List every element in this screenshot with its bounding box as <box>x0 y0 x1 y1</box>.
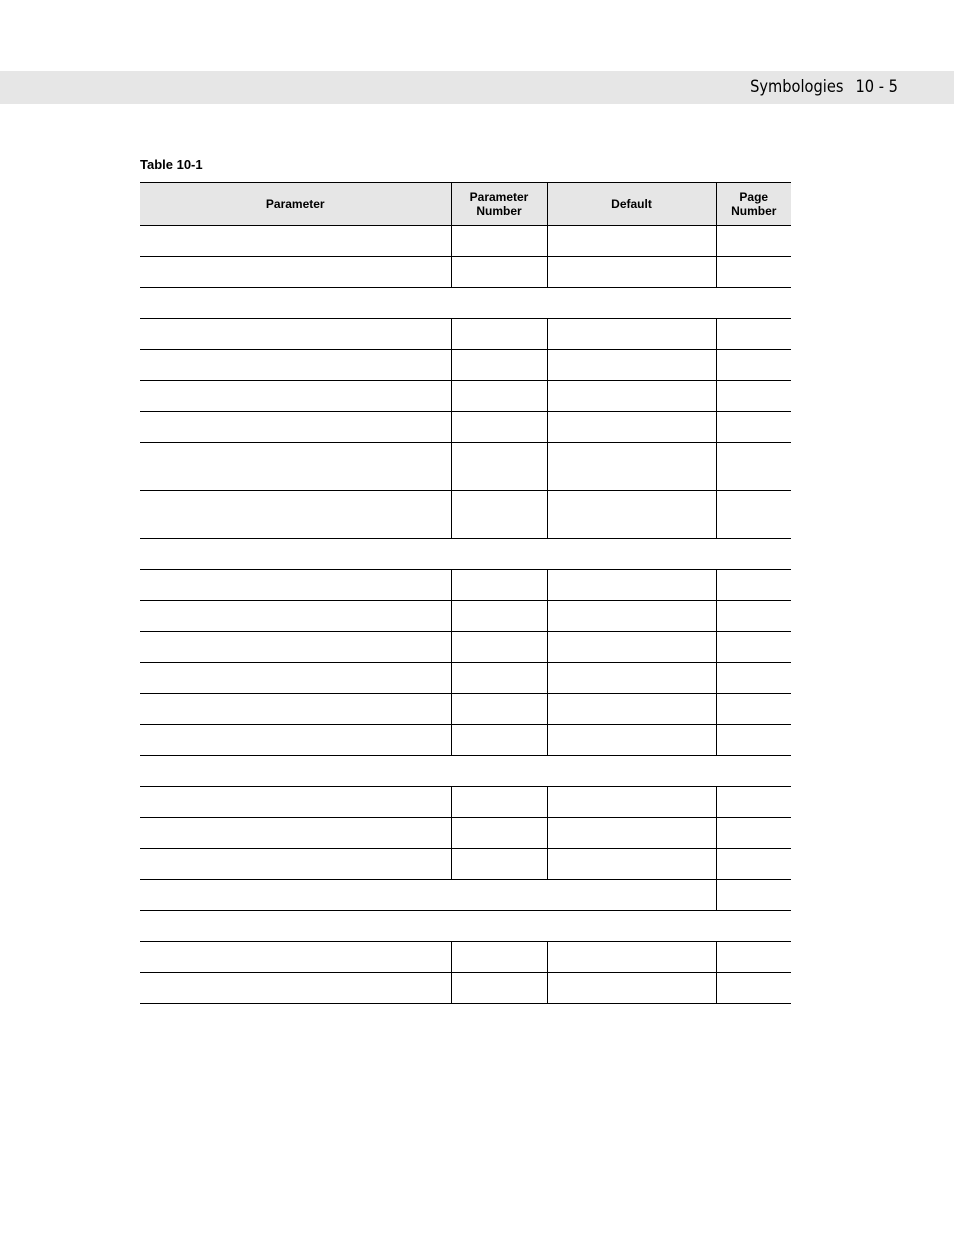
default-cell <box>547 942 716 973</box>
default-cell <box>547 257 716 288</box>
page-number-cell <box>716 491 791 539</box>
parameter-number-cell <box>451 319 547 350</box>
table-row <box>140 725 791 756</box>
parameter-cell <box>140 412 451 443</box>
merged-cell <box>140 880 716 911</box>
page-number-cell <box>716 818 791 849</box>
table-row <box>140 350 791 381</box>
table-row <box>140 632 791 663</box>
col-header-page-number: Page Number <box>716 183 791 226</box>
parameter-cell <box>140 787 451 818</box>
page-number-cell <box>716 973 791 1004</box>
table-row <box>140 818 791 849</box>
table-caption: Table 10-1 <box>140 157 203 172</box>
parameter-number-cell <box>451 725 547 756</box>
parameter-cell <box>140 818 451 849</box>
parameter-number-cell <box>451 787 547 818</box>
table-group-row <box>140 288 791 319</box>
table-group-row <box>140 911 791 942</box>
default-cell <box>547 818 716 849</box>
col-header-parameter-number: Parameter Number <box>451 183 547 226</box>
parameter-number-cell <box>451 973 547 1004</box>
default-cell <box>547 319 716 350</box>
group-cell <box>140 288 791 319</box>
table-row <box>140 412 791 443</box>
table-row <box>140 491 791 539</box>
parameter-cell <box>140 601 451 632</box>
default-cell <box>547 412 716 443</box>
parameter-number-cell <box>451 412 547 443</box>
default-cell <box>547 694 716 725</box>
parameter-cell <box>140 350 451 381</box>
page-number-cell <box>716 849 791 880</box>
col-header-default: Default <box>547 183 716 226</box>
running-header <box>0 71 954 104</box>
table-group-row <box>140 756 791 787</box>
parameter-number-cell <box>451 632 547 663</box>
default-cell <box>547 632 716 663</box>
parameter-number-cell <box>451 257 547 288</box>
table-row <box>140 381 791 412</box>
parameter-number-cell <box>451 849 547 880</box>
table-row <box>140 973 791 1004</box>
parameter-cell <box>140 319 451 350</box>
table-header-row <box>140 183 791 226</box>
page-number: 10 - 5 <box>855 77 898 97</box>
default-cell <box>547 725 716 756</box>
table-row <box>140 570 791 601</box>
group-cell <box>140 756 791 787</box>
parameter-number-cell <box>451 443 547 491</box>
parameter-number-cell <box>451 942 547 973</box>
parameter-cell <box>140 849 451 880</box>
page-number-cell <box>716 443 791 491</box>
default-cell <box>547 849 716 880</box>
page-number-cell <box>716 601 791 632</box>
page-number-cell <box>716 787 791 818</box>
default-cell <box>547 226 716 257</box>
table-group-row <box>140 539 791 570</box>
default-cell <box>547 601 716 632</box>
page-number-cell <box>716 381 791 412</box>
parameter-cell <box>140 226 451 257</box>
page-number-cell <box>716 350 791 381</box>
page-number-cell <box>716 226 791 257</box>
header-text <box>750 71 898 104</box>
page-number-cell <box>716 880 791 911</box>
group-cell <box>140 539 791 570</box>
default-cell <box>547 973 716 1004</box>
parameter-number-cell <box>451 570 547 601</box>
parameter-cell <box>140 491 451 539</box>
page-number-cell <box>716 694 791 725</box>
default-cell <box>547 443 716 491</box>
parameter-number-cell <box>451 381 547 412</box>
page-number-cell <box>716 632 791 663</box>
parameter-cell <box>140 942 451 973</box>
parameter-table <box>140 182 791 1004</box>
default-cell <box>547 663 716 694</box>
parameter-number-cell <box>451 350 547 381</box>
table-row <box>140 319 791 350</box>
parameter-cell <box>140 663 451 694</box>
table-row <box>140 257 791 288</box>
default-cell <box>547 350 716 381</box>
page-number-cell <box>716 725 791 756</box>
parameter-cell <box>140 257 451 288</box>
table-row <box>140 443 791 491</box>
table-row <box>140 942 791 973</box>
page-number-cell <box>716 570 791 601</box>
page-number-cell <box>716 319 791 350</box>
parameter-number-cell <box>451 694 547 725</box>
default-cell <box>547 570 716 601</box>
page-number-cell <box>716 942 791 973</box>
parameter-cell <box>140 694 451 725</box>
page-number-cell <box>716 257 791 288</box>
table-row <box>140 601 791 632</box>
parameter-cell <box>140 381 451 412</box>
parameter-cell <box>140 443 451 491</box>
parameter-number-cell <box>451 601 547 632</box>
table-row <box>140 849 791 880</box>
table-row <box>140 880 791 911</box>
page-number-cell <box>716 412 791 443</box>
default-cell <box>547 381 716 412</box>
table-row <box>140 694 791 725</box>
default-cell <box>547 787 716 818</box>
page-number-cell <box>716 663 791 694</box>
table-row <box>140 663 791 694</box>
parameter-cell <box>140 632 451 663</box>
col-header-parameter: Parameter <box>140 183 451 226</box>
table-row <box>140 787 791 818</box>
group-cell <box>140 911 791 942</box>
parameter-cell <box>140 570 451 601</box>
parameter-number-cell <box>451 491 547 539</box>
default-cell <box>547 491 716 539</box>
table-body <box>140 226 791 1004</box>
parameter-number-cell <box>451 663 547 694</box>
section-title: Symbologies <box>750 77 844 97</box>
table-row <box>140 226 791 257</box>
parameter-cell <box>140 725 451 756</box>
parameter-number-cell <box>451 818 547 849</box>
parameter-number-cell <box>451 226 547 257</box>
parameter-cell <box>140 973 451 1004</box>
